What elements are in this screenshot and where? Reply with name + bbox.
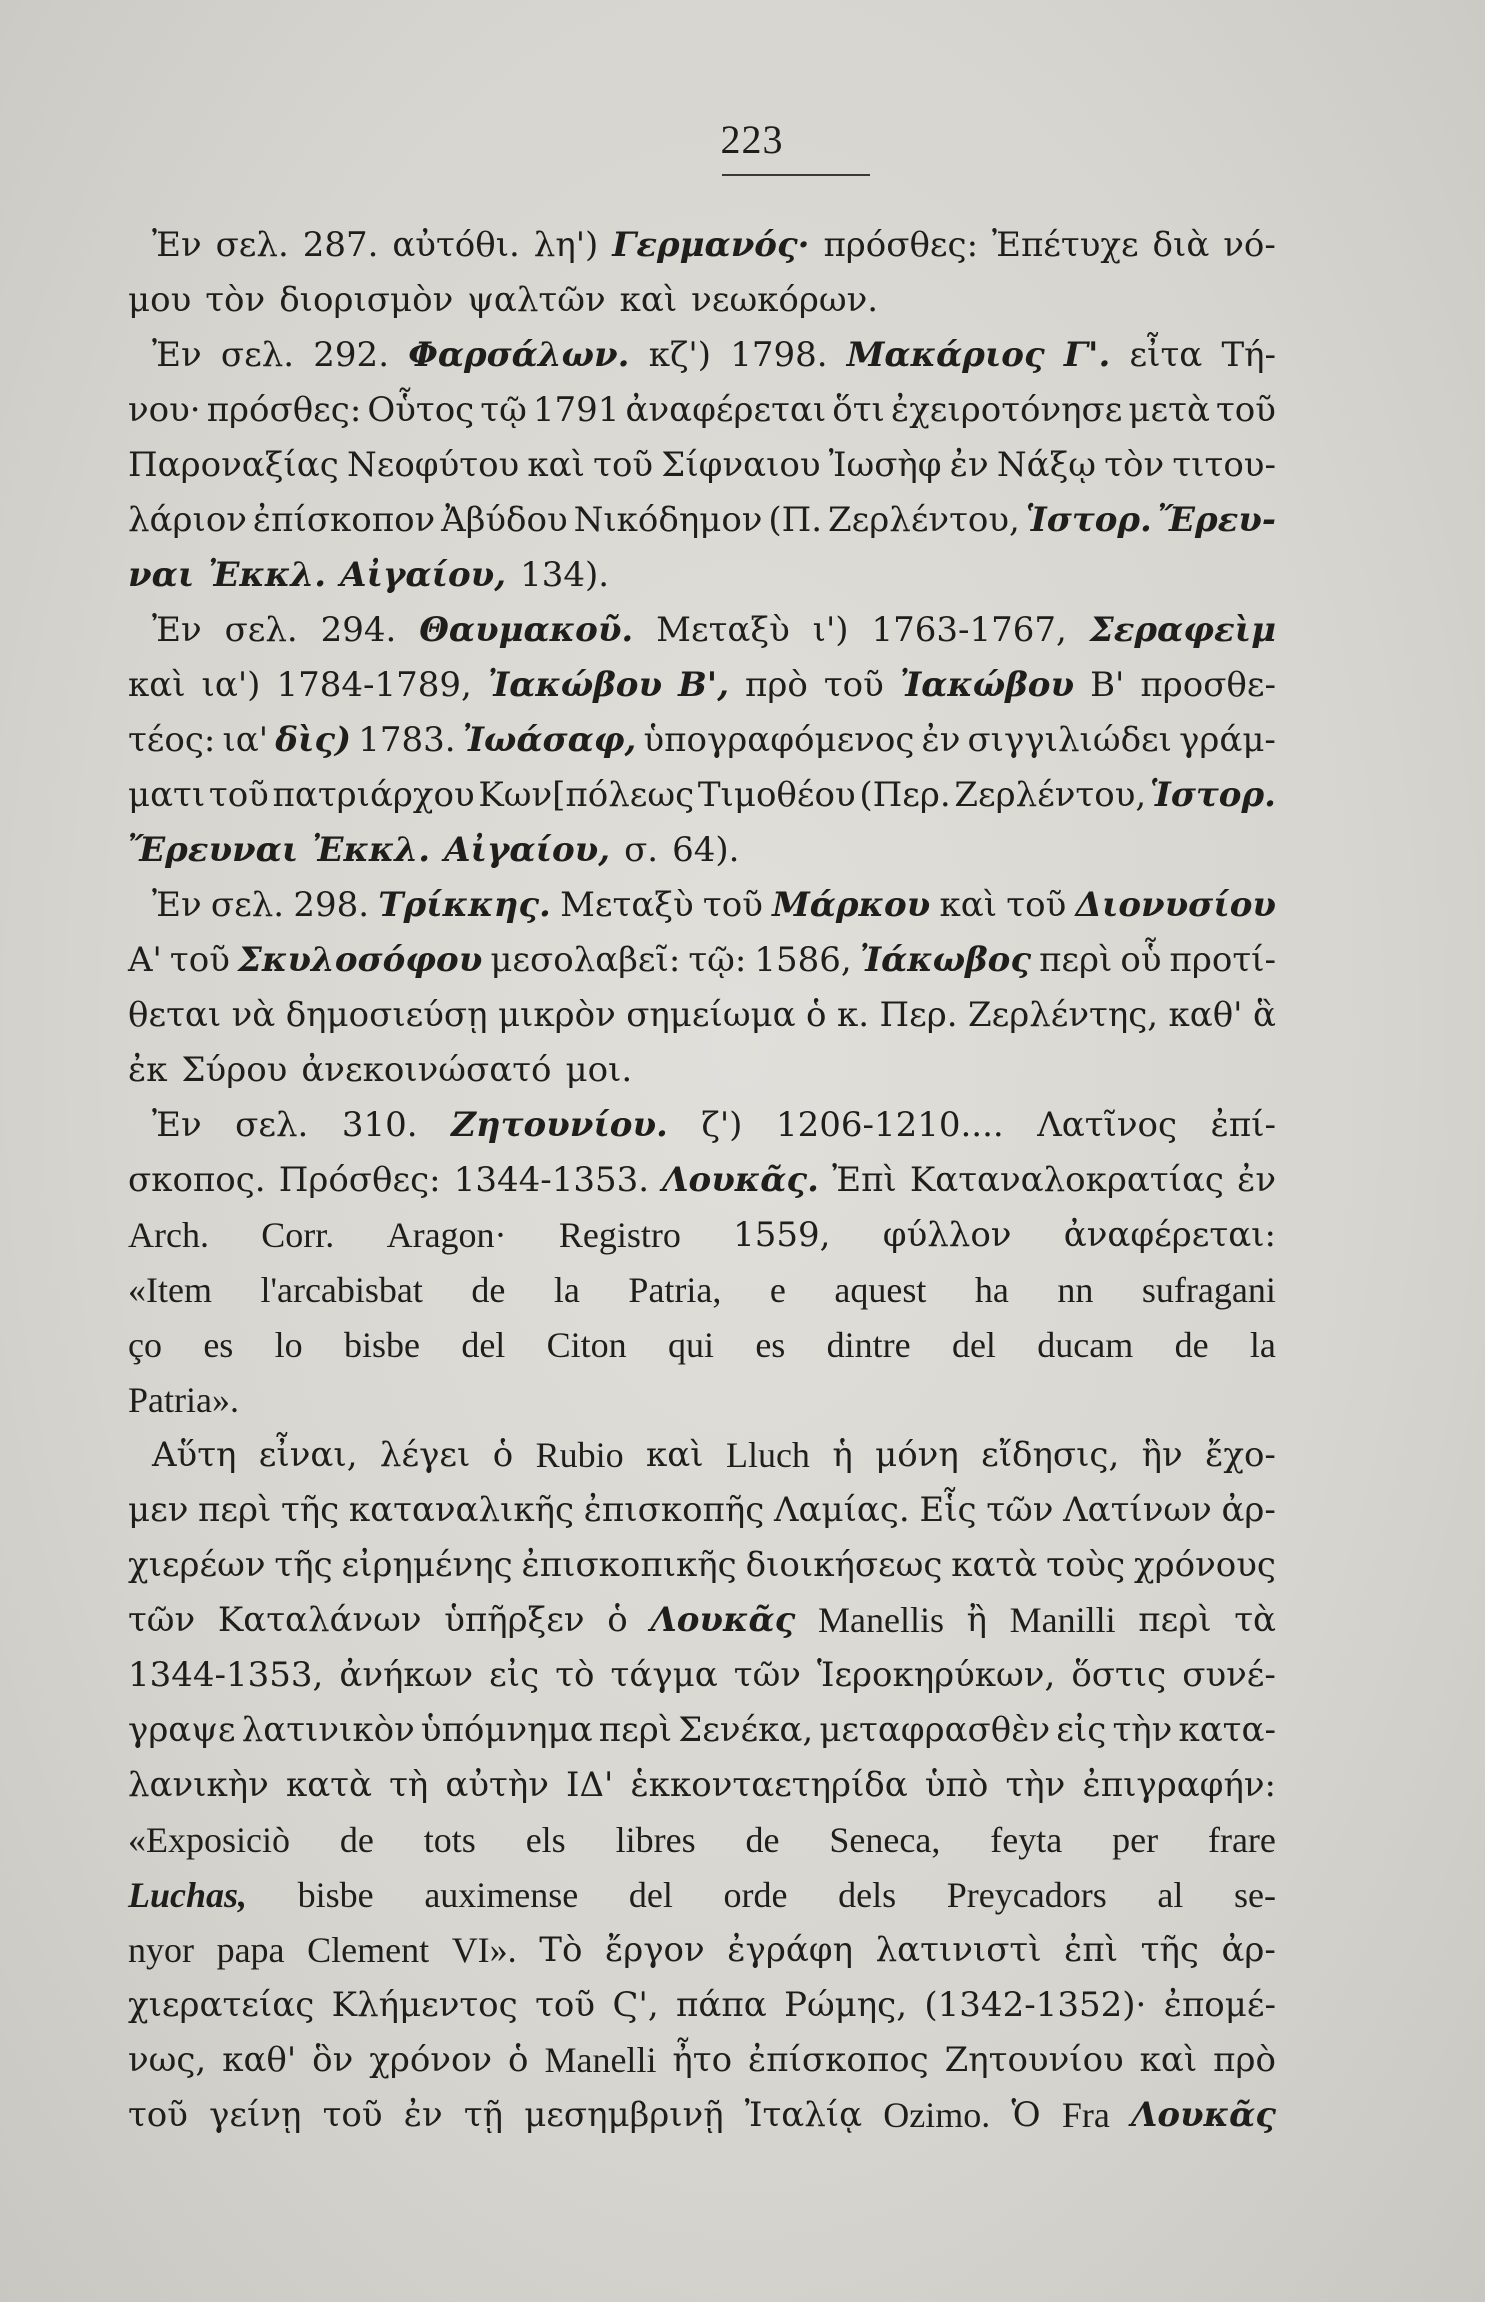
paragraph [128, 1428, 1276, 2143]
text-line: Ἐν σελ. 298. Τρίκκης. Μεταξὺ τοῦ Μάρκου καὶ τοῦ Διονυσίου [152, 885, 1276, 925]
text-line: νως, καθ' ὃν χρόνον ὁ Manelli ἦτο ἐπίσκοπος Ζητουνίου καὶ πρὸ [128, 2040, 1276, 2080]
text-line: λανικὴν κατὰ τὴ αὐτὴν ΙΔ' ἑκκονταετηρίδα ὑπὸ τὴν ἐπιγραφήν: [128, 1765, 1276, 1805]
text-line: χιερέων τῆς εἰρημένης ἐπισκοπικῆς διοικήσεως κατὰ τοὺς χρόνους [128, 1545, 1276, 1585]
text-line: μου τὸν διορισμὸν ψαλτῶν καὶ νεωκόρων. [128, 280, 879, 320]
header-rule [722, 174, 870, 176]
text-line: Παροναξίας Νεοφύτου καὶ τοῦ Σίφναιου Ἰωσὴφ ἐν Νάξῳ τὸν τιτου- [128, 445, 1276, 485]
text-line: Ἐν σελ. 294. Θαυμακοῦ. Μεταξὺ ι') 1763-1767, Σεραφεὶμ [152, 610, 1276, 650]
text-line: σκοπος. Πρόσθες: 1344-1353. Λουκᾶς. Ἐπὶ Καταναλοκρατίας ἐν [128, 1160, 1276, 1200]
text-line: λάριον ἐπίσκοπον Ἀβύδου Νικόδημον (Π. Ζερλέντου, Ἱστορ. Ἔρευ- [128, 500, 1276, 540]
text-line: καὶ ια') 1784-1789, Ἰακώβου Β', πρὸ τοῦ Ἰακώβου Β' προσθε- [128, 665, 1276, 705]
paragraph [128, 603, 1276, 878]
text-line: ἐκ Σύρου ἀνεκοινώσατό μοι. [128, 1050, 633, 1090]
text-line: ναι Ἐκκλ. Αἰγαίου, 134). [128, 555, 610, 595]
paragraph [128, 878, 1276, 1098]
text-line: τέος: ια' δὶς) 1783. Ἰωάσαφ, ὑπογραφόμενος ἐν σιγγιλιώδει γράμ- [128, 720, 1276, 760]
text-line: Arch. Corr. Aragon· Registro 1559, φύλλον ἀναφέρεται: [128, 1215, 1276, 1255]
text-line: τοῦ γείνῃ τοῦ ἐν τῇ μεσημβρινῇ Ἰταλίᾳ Ozimo. Ὁ Fra Λουκᾶς [128, 2095, 1276, 2135]
text-block [128, 110, 1276, 2143]
text-line: ço es lo bisbe del Citon qui es dintre del ducam de la [128, 1325, 1276, 1365]
text-line: Ἐν σελ. 310. Ζητουνίου. ζ') 1206-1210.... Λατῖνος ἐπί- [152, 1105, 1276, 1145]
text-line: Ἐν σελ. 292. Φαρσάλων. κζ') 1798. Μακάριος Γ'. εἶτα Τή- [152, 335, 1276, 375]
text-line: «Item l'arcabisbat de la Patria, e aquest ha nn sufragani [128, 1270, 1276, 1310]
text-line: Ἐν σελ. 287. αὐτόθι. λη') Γερμανός· πρόσθες: Ἐπέτυχε διὰ νό- [152, 225, 1276, 265]
paragraph [128, 328, 1276, 603]
text-line: θεται νὰ δημοσιεύσῃ μικρὸν σημείωμα ὁ κ. Περ. Ζερλέντης, καθ' ἃ [128, 995, 1276, 1035]
text-line: Luchas, bisbe auximense del orde dels Preycadors al se- [128, 1875, 1276, 1915]
text-line: τῶν Καταλάνων ὑπῆρξεν ὁ Λουκᾶς Manellis ἢ Manilli περὶ τὰ [128, 1600, 1276, 1640]
text-line: χιερατείας Κλήμεντος τοῦ Ϛ', πάπα Ρώμης, (1342-1352)· ἐπομέ- [128, 1985, 1276, 2025]
text-line: νου· πρόσθες: Οὗτος τῷ 1791 ἀναφέρεται ὅτι ἐχειροτόνησε μετὰ τοῦ [128, 390, 1276, 430]
text-line: ματι τοῦ πατριάρχου Κων[πόλεως Τιμοθέου (Περ. Ζερλέντου, Ἱστορ. [128, 775, 1276, 815]
page-body [128, 218, 1276, 2143]
paragraph [128, 218, 1276, 328]
text-line: μεν περὶ τῆς καταναλικῆς ἐπισκοπῆς Λαμίας. Εἷς τῶν Λατίνων ἀρ- [128, 1490, 1276, 1530]
text-line: Ἔρευναι Ἐκκλ. Αἰγαίου, σ. 64). [128, 830, 740, 870]
text-line: 1344-1353, ἀνήκων εἰς τὸ τάγμα τῶν Ἱεροκηρύκων, ὅστις συνέ- [128, 1655, 1276, 1695]
page-number: 223 [720, 117, 784, 162]
text-line: Α' τοῦ Σκυλοσόφου μεσολαβεῖ: τῷ: 1586, Ἰάκωβος περὶ οὗ προτί- [128, 940, 1276, 980]
text-line: Patria». [128, 1380, 239, 1420]
text-line: «Exposiciò de tots els libres de Seneca, feyta per frare [128, 1820, 1276, 1860]
text-line: Αὕτη εἶναι, λέγει ὁ Rubio καὶ Lluch ἡ μόνη εἴδησις, ἣν ἔχο- [152, 1435, 1276, 1475]
text-line: γραψε λατινικὸν ὑπόμνημα περὶ Σενέκα, μεταφρασθὲν εἰς τὴν κατα- [128, 1710, 1276, 1750]
paragraph [128, 1098, 1276, 1428]
text-line: nyor papa Clement VI». Τὸ ἔργον ἐγράφη λατινιστὶ ἐπὶ τῆς ἀρ- [128, 1930, 1276, 1970]
